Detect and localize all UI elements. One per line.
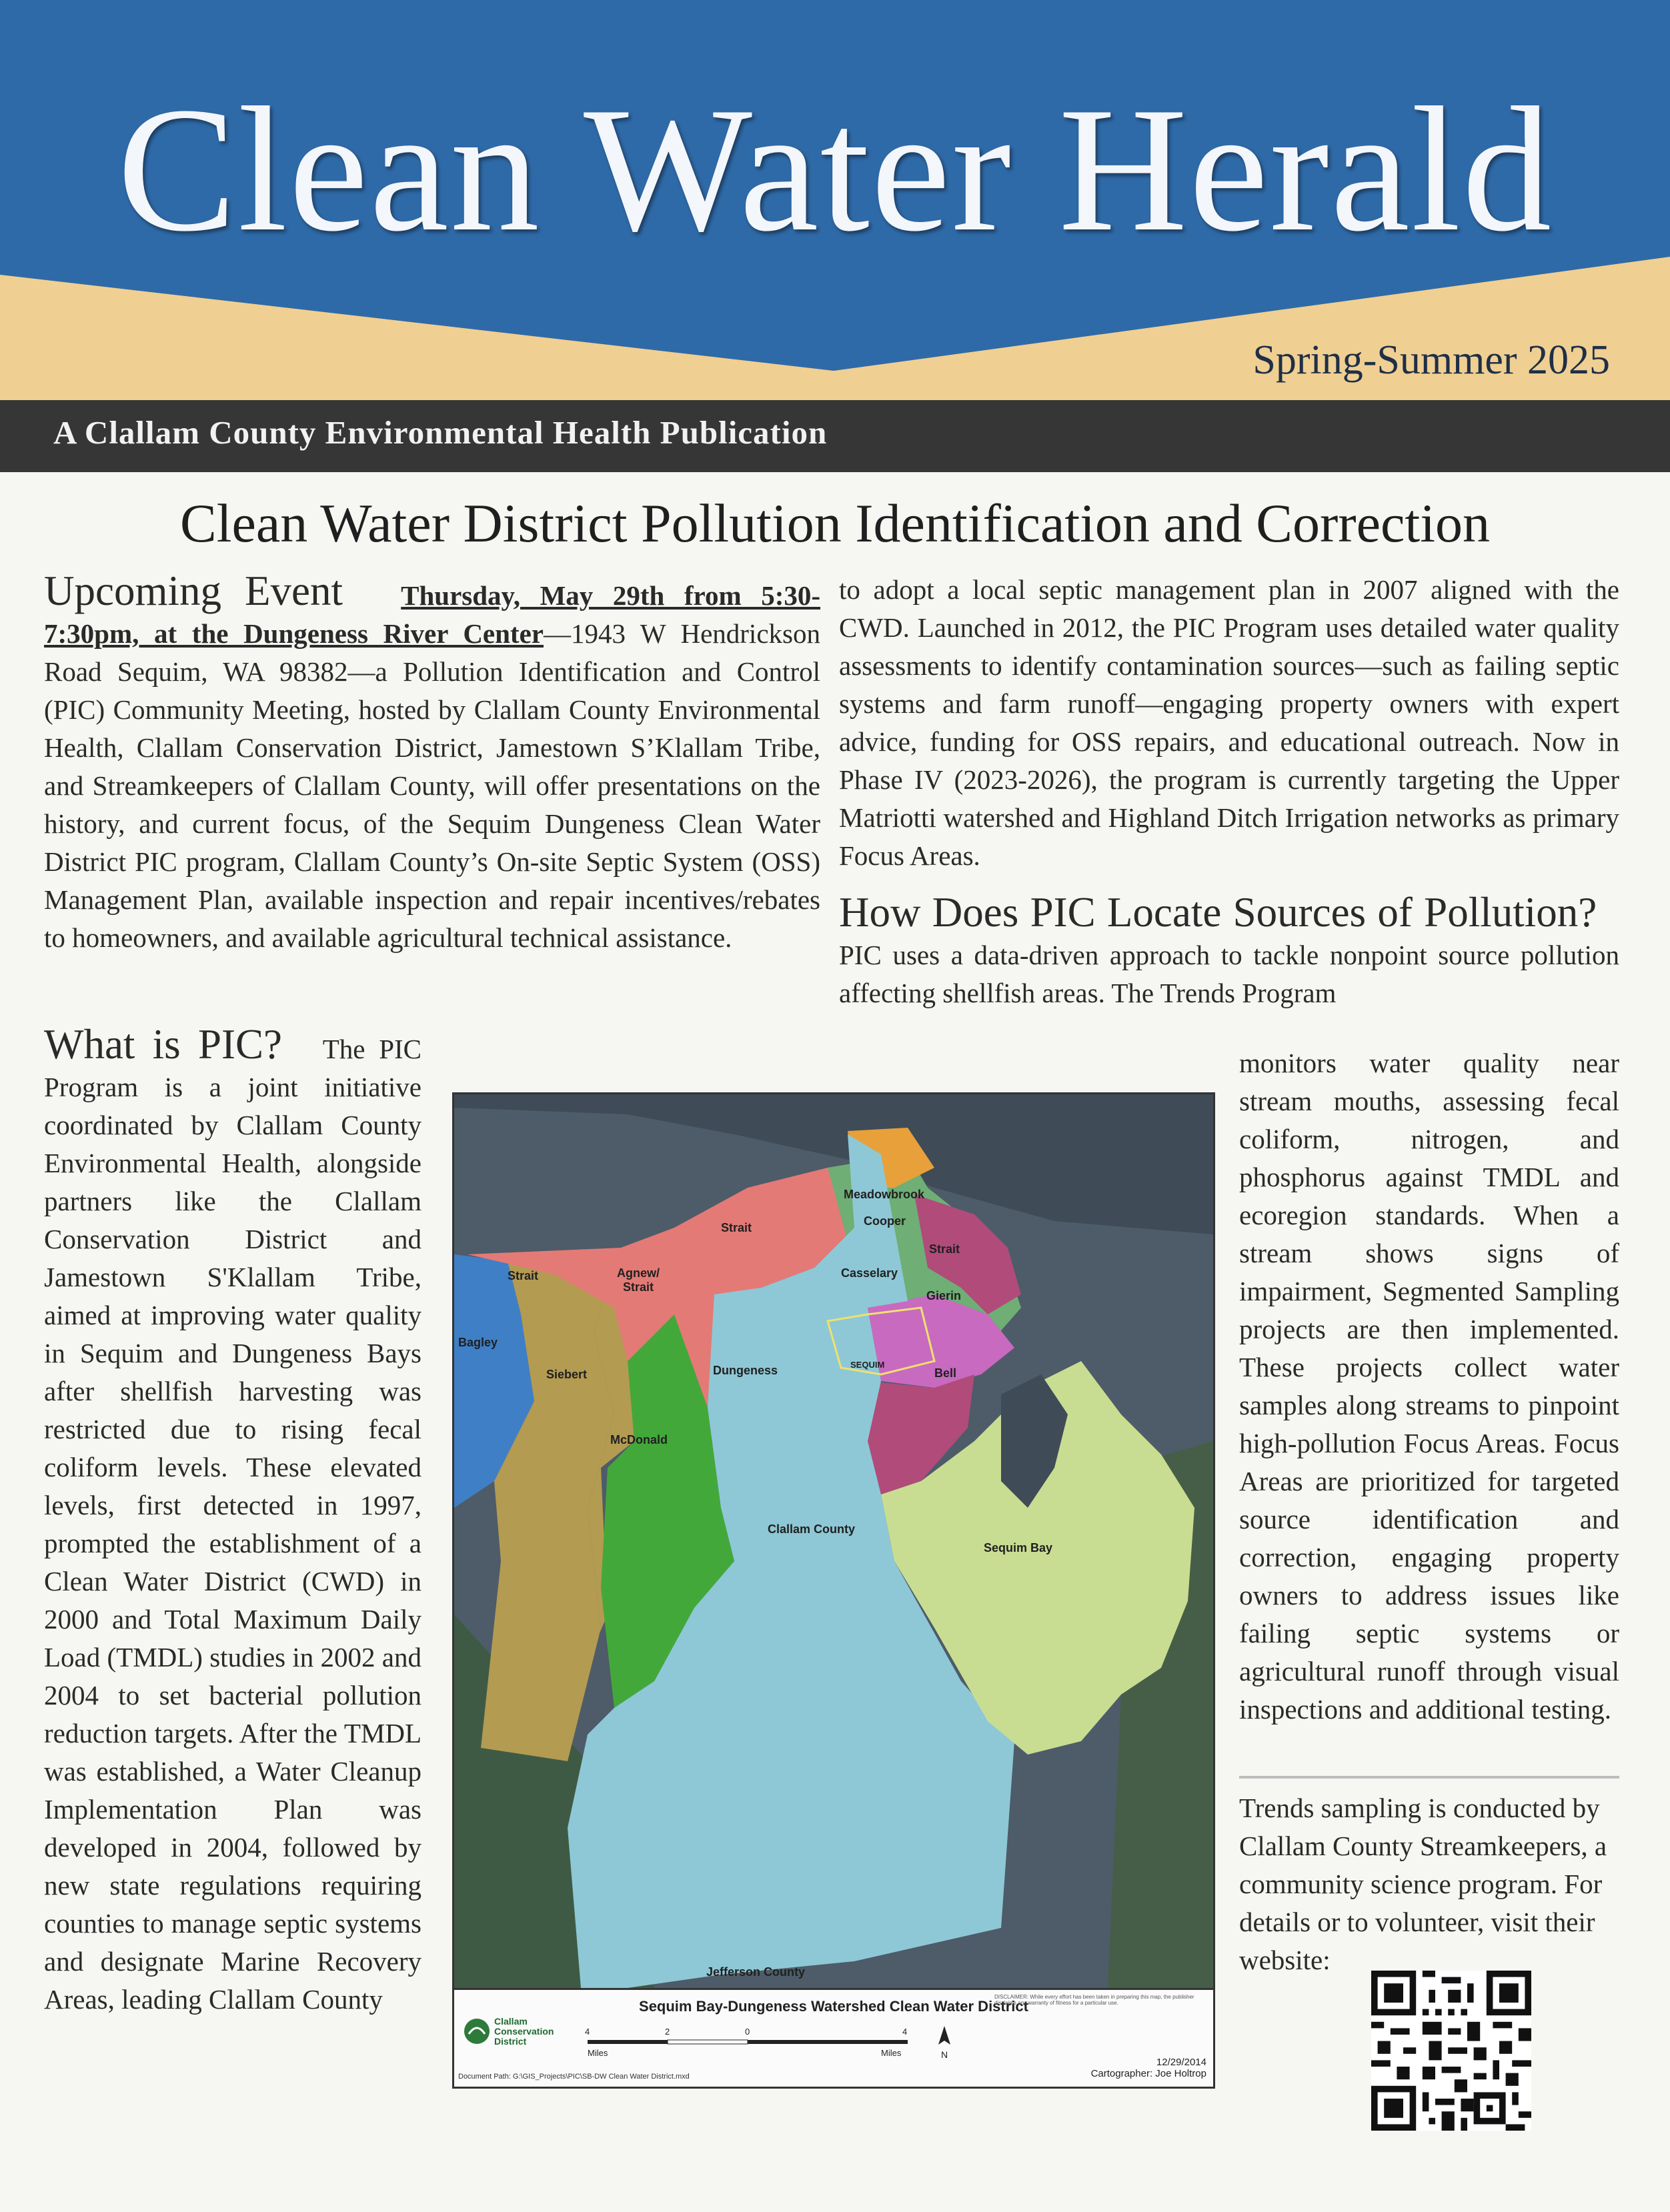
scale-label-2: 0 xyxy=(745,2027,750,2037)
map-label-strait-north: Strait xyxy=(721,1221,752,1234)
conservation-district-logo xyxy=(462,2017,492,2046)
what-is-pic-section xyxy=(44,1021,422,2019)
scale-unit-left: Miles xyxy=(588,2048,608,2058)
map-disclaimer: DISCLAIMER: While every effort has been taken in preparing this map, the publisher disclaims any warranty of fitness for a particular use. xyxy=(994,1994,1194,2006)
map-label-clallam-county: Clallam County xyxy=(768,1522,856,1536)
what-is-pic-heading: What is PIC? xyxy=(44,1021,282,1068)
north-arrow-icon xyxy=(934,2025,954,2065)
scale-label-1: 2 xyxy=(665,2027,670,2037)
map-label-gierin: Gierin xyxy=(926,1289,962,1302)
what-is-pic-body: The PIC Program is a joint initiative coordinated by Clallam County Environmental Health, alongside partners like the Clallam Conservation District and Jamestown S'Klallam Tribe, aimed at improving water quality in Sequim and Dungeness Bays after shellfish harvesting was restricted due to rising fecal coliform levels. These elevated levels, first detected in 1997, prompted the establishment of a Clean Water District (CWD) in 2000 and Total Maximum Daily Load (TMDL) studies in 2002 and 2004 to set bacterial pollution reduction targets. After the TMDL was established, a Water Cleanup Implementation Plan was developed in 2004, followed by new state regulations requiring counties to manage septic systems and designate Marine Recovery Areas, leading Clallam County xyxy=(44,1034,422,2015)
newsletter-title: Clean Water Herald xyxy=(117,70,1553,268)
event-heading: Upcoming Event xyxy=(44,568,343,614)
map-label-strait-east: Strait xyxy=(929,1242,960,1256)
how-pic-heading: How Does PIC Locate Sources of Pollution? xyxy=(839,889,1597,936)
map-label-siebert: Siebert xyxy=(546,1368,588,1381)
map-label-strait-west: Strait xyxy=(508,1269,539,1282)
publication-subtitle: A Clallam County Environmental Health Publication xyxy=(53,414,828,451)
map-document-path: Document Path: G:\GIS_Projects\PIC\SB-DW Clean Water District.mxd xyxy=(458,2073,690,2081)
sidebar-divider xyxy=(1239,1776,1619,1779)
map-label-casselary: Casselary xyxy=(841,1266,898,1280)
pic-continued: to adopt a local septic management plan in 2007 aligned with the CWD. Launched in 2012, the PIC Program uses detailed water quality assessments to identify contamination sources—such as failing septic systems and farm runoff—engaging property owners with expert advice, funding for OSS repairs, and educational outreach. Now in Phase IV (2023-2026), the program is currently targeting the Upper Matriotti watershed and Highland Ditch Irrigation networks as primary Focus Areas. xyxy=(839,574,1619,871)
qr-code[interactable] xyxy=(1371,1971,1531,2131)
event-section xyxy=(44,568,821,957)
map-graphic xyxy=(454,1094,1213,1988)
map-label-bagley: Bagley xyxy=(458,1336,498,1349)
map-title: Sequim Bay-Dungeness Watershed Clean Water District xyxy=(639,1998,1028,2015)
map-legend xyxy=(454,1988,1213,2089)
map-date-credit xyxy=(1091,2057,1206,2079)
map-org-name: Clallam Conservation District xyxy=(494,2016,554,2047)
map-label-agnew: Agnew/ Strait xyxy=(616,1266,660,1294)
scale-unit-right: Miles xyxy=(881,2048,902,2058)
main-headline: Clean Water District Pollution Identification and Correction xyxy=(180,493,1490,554)
map-label-meadowbrook: Meadowbrook xyxy=(844,1188,925,1201)
map-label-mcdonald: McDonald xyxy=(610,1433,668,1446)
map-label-cooper: Cooper xyxy=(864,1214,906,1228)
map-date: 12/29/2014 xyxy=(1156,2057,1206,2068)
issue-season: Spring-Summer 2025 xyxy=(1252,337,1610,383)
sidebar-text: Trends sampling is conducted by Clallam County Streamkeepers, a community science program. For details or to volunteer, visit their website: xyxy=(1239,1793,1607,1975)
map-cartographer: Cartographer: Joe Holtrop xyxy=(1090,2068,1206,2079)
watershed-map xyxy=(452,1092,1215,2089)
map-label-sequim: SEQUIM xyxy=(850,1360,885,1370)
scale-bar-graphic xyxy=(588,2039,908,2047)
event-date: Thursday, May 29th from 5:30-7:30pm, at the Dungeness River Center xyxy=(44,580,821,649)
map-label-dungeness: Dungeness xyxy=(713,1364,778,1377)
how-pic-section xyxy=(839,889,1619,1012)
event-body: —1943 W Hendrickson Road Sequim, WA 98382—a Pollution Identification and Control (PIC) Community Meeting, hosted by Clallam County Environmental Health, Clallam Conservation District, Jamestown S’Klallam Tribe, and Streamkeepers of Clallam County, will offer presentations on the history, and current focus, of the Sequim Dungeness Clean Water District PIC program, Clallam County’s On-site Septic System (OSS) Management Plan, available inspection and repair incentives/rebates to homeowners, and available agricultural technical assistance. xyxy=(44,618,820,953)
map-label-jefferson-county: Jefferson County xyxy=(706,1965,806,1979)
how-pic-body: monitors water quality near stream mouths, assessing fecal coliform, nitrogen, and phosphorus against TMDL and ecoregion standards. When a stream shows signs of impairment, Segmented Sampling projects are then implemented. These projects collect water samples along streams to pinpoint high-pollution Focus Areas. Focus Areas are prioritized for targeted source identification and correction, engaging property owners to address issues like failing septic systems or agricultural runoff through visual inspections and additional testing. xyxy=(1239,1048,1619,1725)
map-label-sequim-bay: Sequim Bay xyxy=(984,1541,1053,1554)
svg-text:N: N xyxy=(940,2049,948,2060)
how-pic-intro: PIC uses a data-driven approach to tackle nonpoint source pollution affecting shellfish areas. The Trends Program xyxy=(839,940,1619,1008)
map-scale-bar xyxy=(585,2027,908,2058)
scale-label-0: 4 xyxy=(585,2027,590,2037)
map-label-bell: Bell xyxy=(934,1366,957,1380)
scale-label-3: 4 xyxy=(902,2027,908,2037)
